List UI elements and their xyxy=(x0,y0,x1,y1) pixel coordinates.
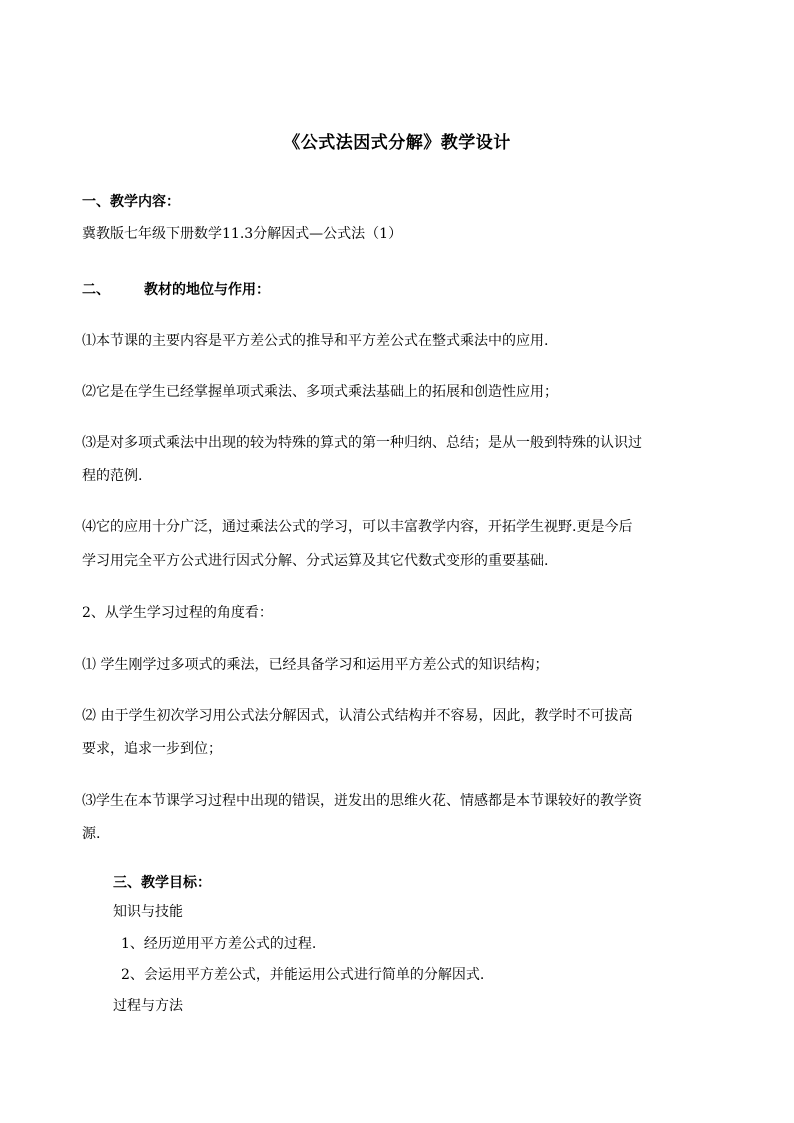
paragraph-line: 源. xyxy=(82,826,101,842)
paragraph-line: 学习用完全平方公式进行因式分解、分式运算及其它代数式变形的重要基础. xyxy=(82,553,549,569)
paragraph-line: ⑴ 学生刚学过多项式的乘法，已经具备学习和运用平方差公式的知识结构； xyxy=(82,657,549,673)
goal-item: 2、会运用平方差公式，并能运用公式进行简单的分解因式. xyxy=(121,967,485,983)
section3-subheading: 过程与方法 xyxy=(113,998,183,1014)
section3-subheading: 知识与技能 xyxy=(113,904,183,920)
goal-item: 1、经历逆用平方差公式的过程. xyxy=(121,936,317,952)
paragraph-line: ⑵ 由于学生初次学习用公式法分解因式，认清公式结构并不容易，因此，教学时不可拔高 xyxy=(82,708,633,724)
section1-content: 冀教版七年级下册数学11.3分解因式—公式法（1） xyxy=(82,226,403,242)
paragraph-line: ⑶是对多项式乘法中出现的较为特殊的算式的第一种归纳、总结；是从一般到特殊的认识过 xyxy=(82,435,642,451)
paragraph-line: ⑵它是在学生已经掌握单项式乘法、多项式乘法基础上的拓展和创造性应用； xyxy=(82,384,558,400)
section2-heading-text: 教材的地位与作用： xyxy=(144,282,270,298)
paragraph-line: 要求，追求一步到位； xyxy=(82,741,222,757)
paragraph-line: 程的范例. xyxy=(82,468,143,484)
section2b-heading: 2、从学生学习过程的角度看： xyxy=(82,605,273,621)
section3-heading: 三、教学目标： xyxy=(113,875,211,891)
paragraph-line: ⑴本节课的主要内容是平方差公式的推导和平方差公式在整式乘法中的应用. xyxy=(82,333,549,349)
section2-heading xyxy=(82,280,722,300)
document-title: 《公式法因式分解》教学设计 xyxy=(283,133,511,153)
section2-heading-number: 二、 xyxy=(82,282,110,298)
section1-heading: 一、教学内容： xyxy=(82,194,180,210)
paragraph-line: ⑷它的应用十分广泛，通过乘法公式的学习，可以丰富教学内容，开拓学生视野.更是今后 xyxy=(82,519,633,535)
paragraph-line: ⑶学生在本节课学习过程中出现的错误，迸发出的思维火花、情感都是本节课较好的教学资 xyxy=(82,793,642,809)
